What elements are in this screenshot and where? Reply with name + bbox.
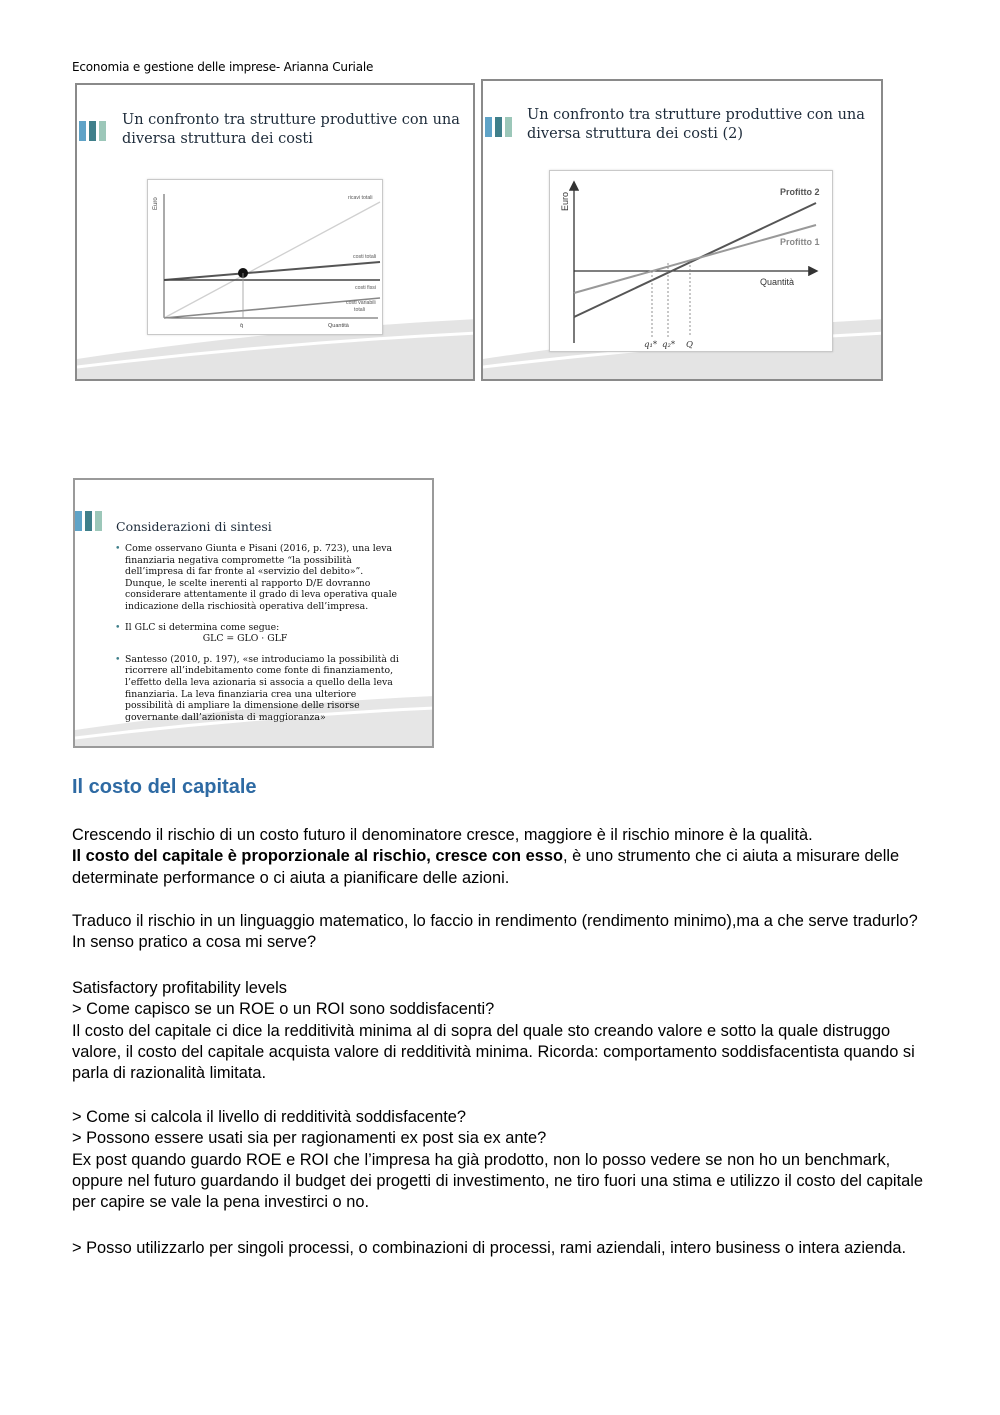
- paragraph: Satisfactory profitability levels > Come capisco se un ROE o un ROI sono soddisfacenti? Il costo del capitale ci dice la redditività minima al di sopra del quale sto creando valore e sotto la quale distruggo valore, il costo del capitale acquista valore di redditività minima. Ricorda: comportamento soddisfacentista quando si parla di razionalità limitata.: [72, 979, 915, 1083]
- bullet-item: • Il GLC si determina come segue: GLC = GLO · GLF: [115, 622, 405, 645]
- glc-formula: GLC = GLO · GLF: [202, 633, 288, 645]
- slide-cost-structure: [75, 83, 475, 381]
- x-tick-qbar: q̄: [240, 323, 244, 329]
- paragraph: Crescendo il rischio di un costo futuro il denominatore cresce, maggiore è il rischio minore è la qualità. Il costo del capitale è proporzionale al rischio, cresce con esso, è uno strumento che ci aiuta a misurare delle determinate performance o ci aiuta a pianificare delle azioni.: [72, 826, 900, 887]
- x-tick-q2: q₂*: [662, 340, 676, 350]
- bold-statement: Il costo del capitale è proporzionale al rischio, cresce con esso: [72, 847, 563, 866]
- variable-costs-label: costi variabili: [346, 300, 376, 306]
- slide-summary: [73, 478, 434, 748]
- fixed-costs-label: costi fissi: [355, 285, 377, 291]
- section-heading: Il costo del capitale: [72, 776, 257, 798]
- page-header: Economia e gestione delle imprese- Arianna Curiale: [72, 60, 374, 74]
- x-axis-label: Quantità: [760, 277, 795, 287]
- profit-chart: [549, 170, 833, 352]
- x-axis-label: Quantità: [328, 323, 349, 329]
- x-tick-Q: Q: [686, 340, 693, 350]
- x-tick-q1: q₁*: [644, 340, 658, 350]
- profit-1-label: Profitto 1: [780, 237, 820, 247]
- paragraph: > Come si calcola il livello di redditività soddisfacente? > Possono essere usati sia per ragionamenti ex post sia ex ante? Ex post quando guardo ROE e ROI che l’impresa ha già prodotto, non lo posso vedere se non ho un benchmark, oppure nel futuro guardando il budget dei progetti di investimento, ne tiro fuori una stima e utilizzo il costo del capitale per capire se vale la pena investirci o no.: [72, 1108, 924, 1212]
- slide-title: Un confronto tra strutture produttive con una diversa struttura dei costi (2): [527, 107, 865, 142]
- slide-title: Un confronto tra strutture produttive con una diversa struttura dei costi: [122, 112, 460, 147]
- slide-accent-bars: [79, 121, 106, 141]
- paragraph: Traduco il rischio in un linguaggio matematico, lo faccio in rendimento (rendimento minimo),ma a che serve tradurlo? In senso pratico a cosa mi serve?: [72, 912, 918, 952]
- variable-costs-label-2: totali: [354, 307, 365, 313]
- y-axis-label: Euro: [153, 197, 159, 210]
- bullet-item: • Come osservano Giunta e Pisani (2016, p. 723), una leva finanziaria negativa compromette “la possibilità dell’impresa di far fronte al «servizio del debito»”. Dunque, le scelte inerenti al rapporto D/E dovranno considerare attentamente il grado di leva operativa quale indicazione della rischiosità operativa dell’impresa.: [115, 543, 405, 613]
- profit-2-label: Profitto 2: [780, 187, 820, 197]
- cost-chart: [147, 179, 383, 335]
- slide-accent-bars: [485, 117, 512, 137]
- slide-title: Considerazioni di sintesi: [116, 519, 272, 534]
- revenue-label: ricavi totali: [348, 195, 373, 201]
- total-costs-line: [164, 262, 380, 280]
- y-axis-label: Euro: [560, 191, 570, 211]
- bullet-item: • Santesso (2010, p. 197), «se introduciamo la possibilità di ricorrere all’indebitamento come fonte di finanziamento, l’effetto della leva azionaria si associa a quello della leva finanziaria. La leva finanziaria crea una ulteriore possibilità di ampliare la dimensione delle risorse governante dall’azionista di maggioranza»: [115, 654, 405, 724]
- slide-accent-bars: [75, 511, 102, 531]
- total-costs-label: costi totali: [353, 254, 377, 260]
- paragraph: > Posso utilizzarlo per singoli processi, o combinazioni di processi, rami aziendali, intero business o intera azienda.: [72, 1239, 907, 1257]
- slide-cost-structure-2: [481, 79, 883, 381]
- summary-bullets: [115, 543, 405, 732]
